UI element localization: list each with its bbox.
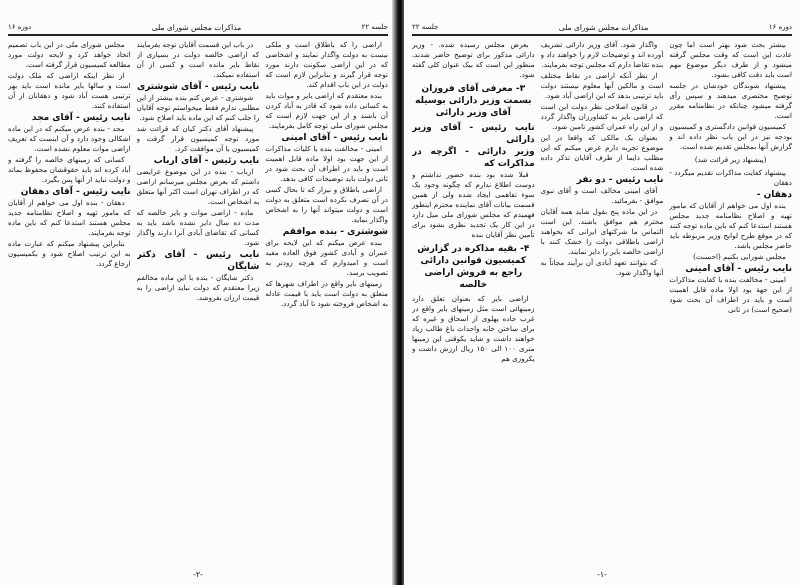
- speaker-line: نایب رئیس - آقای وزیر دارائی: [411, 123, 535, 145]
- text-column: [265, 40, 388, 563]
- page-header: [8, 20, 388, 34]
- paragraph: زمینهای بایر واقع در اطراف شهرها که متعلق به دولت است باید با قیمت عادله به اشخاص فروخته شود تا آباد گردد.: [265, 279, 388, 308]
- paragraph: پیشنهاد شوندگان خودشان در جلسه توضیح مختصری میدهند و سپس رأی گرفته میشود چنانکه در نظامنامه مقرر است.: [669, 81, 792, 120]
- page-number: -۱-: [597, 570, 607, 579]
- speaker-line: نایب رئیس - آقای دهقان: [20, 187, 131, 197]
- paragraph: مجلس شورای ملی در این باب تصمیم اتخاذ خواهد کرد و لایحه دولت مورد مطالعه کمیسیون قرار گرفته است.: [7, 40, 131, 69]
- paragraph: از نظر اینکه اراضی که ملک دولت است و سالها بایر مانده است باید بهر ترتیبی هست آباد شود و دهقانان از آن استفاده کنند.: [7, 71, 131, 110]
- paragraph: در قانون اصلاحی نظر دولت این است که اراضی بایر به کشاورزان واگذار گردد و از این راه عمران کشور تامین شود.: [540, 102, 664, 131]
- speaker-line: شوشتری - بنده موافقم: [282, 227, 388, 237]
- speaker-line: نایب رئیس - آقای دکتر شایگان: [136, 250, 260, 272]
- page-header: [412, 20, 792, 34]
- paragraph: بنده اول می خواهم از آقایان که مامور تهیه و اصلاح نظامنامه جدید مجلس هستند استدعا کنم که باین ماده توجه کنند که در موقع طرح لوایح وزیر مربوطه باید حاضر مجلس باشد.: [669, 201, 792, 250]
- paragraph: دکتر شایگان - بنده با این ماده مخالفم زیرا معتقدم که دولت نباید اراضی را به قیمت ارزان بفروشد.: [136, 273, 260, 302]
- header-rule: [412, 34, 792, 36]
- paragraph: اراضی باطلاق و نیزار که تا بحال کسی در آن تصرف نکرده است متعلق به دولت است و دولت میتواند آنها را به اشخاص واگذار نماید.: [265, 185, 388, 224]
- paragraph: در باب این قسمت آقایان توجه بفرمایند که اراضی خالصه دولت در بسیاری از نقاط بایر مانده است و کسی از آن استفاده نمیکند.: [136, 40, 260, 79]
- text-columns: [412, 40, 792, 563]
- text-columns: [8, 40, 388, 563]
- term-number: دوره ۱۶: [8, 23, 32, 31]
- section-heading: ۴- بقیه مذاکره در گزارش کمیسیون قوانین دارائی راجع به فروش اراضی خالصه: [417, 244, 530, 290]
- paragraph: دهقان - بنده اول می خواهم از آقایان که مامور تهیه و اصلاح نظامنامه جدید مجلس هستند استدعا کنم که باین ماده توجه بفرمایند.: [7, 198, 131, 237]
- speaker-line: نایب رئیس - آقای ارباب: [153, 156, 260, 166]
- speaker-line: دهقان -: [756, 190, 792, 200]
- publication-title: مذاکرات مجلس شورای ملی: [558, 22, 649, 32]
- paragraph: اراضی بایر که بعنوان تعلق دارد زمینهائی است مثل زمینهای بایر واقع در غرب جاده پهلوی از اسحاق و غیره که برای ساختن خانه واحداث باغ طالب زیاد خواهند داشت و شاید یکوقتی این زمینها متری ۱۰۰ الی ۱۵۰ ریال ارزش داشت و یکروزی هم: [411, 294, 535, 363]
- paragraph: از نظر آنکه اراضی در نقاط مختلف است و مالکین آنها معلوم نیستند دولت باید ترتیبی بدهد که این اراضی آباد شود.: [540, 71, 664, 100]
- text-column: [669, 40, 792, 563]
- text-column: [541, 40, 664, 563]
- editorial-note: (پیشنهاد زیر قرائت شد): [694, 155, 767, 164]
- paragraph: مجد - بنده عرض میکنم که در این ماده اشکالی وجود دارد و آن اینست که تعریف اراضی موات معلوم نشده است.: [7, 124, 131, 153]
- left-page: [0, 0, 396, 585]
- page-number: -۲-: [193, 570, 203, 579]
- speaker-line: وزیر دارائی - اگرچه در مذاکرات که: [411, 147, 535, 169]
- paragraph: پیشنهاد آقای دکتر کیان که قرائت شد مورد توجه کمیسیون قرار گرفت و کمیسیون با آن موافقت کرد.: [136, 124, 260, 153]
- speaker-line: نایب رئیس - آقای شوشتری: [136, 82, 260, 92]
- paragraph: بنده عرض میکنم که این لایحه برای عمران و آبادی کشور فوق العاده مفید است و امیدوارم که هرچه زودتر به تصویب برسد.: [265, 238, 388, 277]
- speaker-line: نایب رئیس - آقای مجد: [31, 113, 131, 123]
- session-number: جلسه ۲۲: [412, 23, 439, 31]
- session-number: جلسه ۲۲: [361, 23, 388, 31]
- paragraph: بنابراین پیشنهاد میکنم که عبارت ماده به این ترتیب اصلاح شود و بکمیسیون ارجاع گردد.: [7, 239, 131, 268]
- paragraph: قبلا شده بود بنده حضور نداشتم و دوست اطلاع ندارم که چگونه وجود یک سوء تفاهمی ایجاد شده ولی از همین قسمت بیانات آقای نماینده محترم اینطور فهمیدم که مجلس شورای ملی میل دارد در این کار یک تجدید نظری بشود برای تأمین نظر آقایان بنده: [411, 170, 535, 239]
- header-rule: [8, 34, 388, 36]
- paragraph: ارباب - بنده در این موضوع عرایضی داشتم که بعرض مجلس میرسانم اراضی که در اطراف تهران است اکثر آنها متعلق به اشخاص است.: [136, 167, 260, 206]
- paragraph: پیشنهاد کفایت مذاکرات تقدیم میگردد - دهقان: [669, 168, 792, 187]
- paragraph: امینی - مخالفت بنده با کلیات مذاکرات از این جهت بود اولا ماده قابل اهمیت است و باید در اطراف آن بحث شود در ثانی دولت باید توضیحات کافی بدهد.: [265, 144, 388, 183]
- paragraph: در این ماده پنج بقول شاید همه آقایان محترم هم موافق باشند. این است التماس ما شرکتهای ایرانی که بخواهند اراضی باطلاقی دولت را خشک کنند با اراضی خالصه بایر را دایر نمایند.: [540, 207, 664, 256]
- paragraph: بعنوان یک مالکی که واقعا در این موضوع تجربه دارم عرض میکنم که این مطلب دایما از طرف آقایان تذکر داده شده است.: [540, 133, 664, 172]
- right-page: [404, 0, 800, 585]
- paragraph: بعرض مجلس رسیده شده. - وزیر دارائی مذکور برای توضیح حاضر شدند. منظور این است که بیک عنوان کلی گفته شود.: [411, 40, 535, 79]
- speaker-line: نایب رئیس - آقای امینی: [281, 133, 388, 143]
- paragraph: واگذار شود. آقای وزیر دارائی تشریف آورده اند و توضیحات لازم را خواهند داد و بنده تقاضا دارم که مجلس توجه بفرمایند.: [540, 40, 664, 69]
- paragraph: بنده معتقدم که اراضی بایر و موات باید به کسانی داده شود که قادر به آباد کردن آن باشند و از این جهت لازم است که مجلس شورای ملی توجه کامل بفرمایند.: [265, 91, 388, 130]
- publication-title: مذاکرات مجلس شورای ملی: [151, 22, 242, 32]
- paragraph: کسانی که زمینهای خالصه را گرفته و آباد کرده اند باید حقوقشان محفوظ بماند و دولت نباید از آنها پس بگیرد.: [7, 155, 131, 184]
- paragraph: کمیسیون قوانین دادگستری و کمیسیون بودجه نیز در این باب نظر داده اند و گزارش آنها بمجلس تقدیم شده است.: [669, 122, 792, 151]
- paragraph: امینی - مخالفت بنده با کفایت مذاکرات از این جهة بود اولا ماده قابل اهمیت است و باید در اطراف آن بحث شود (صحیح است) در ثانی: [669, 275, 792, 314]
- text-column: [137, 40, 260, 563]
- paragraph: شوشتری - عرض کنم بنده بیشتر از این مطلبی ندارم فقط میخواستم توجه آقایان را جلب کنم که این ماده باید اصلاح شود.: [136, 93, 260, 122]
- paragraph: اراضی را که باطلاق است و ملکی نیست به دولت واگذار نمایند و اشخاصی که در این اراضی سکونت دارند مورد توجه قرار گیرند و بنابراین لازم است که دولت در این باب اقدام کند.: [265, 40, 388, 89]
- paragraph: مجلس شورایی بکنیم (احسنت): [693, 252, 786, 261]
- term-number: دوره ۱۶: [768, 23, 792, 31]
- paragraph: که بتوانند تعهد آبادی آن برآیند مجاناً به آنها واگذار شود.: [540, 258, 664, 277]
- speaker-line: نایب رئیس - آقای امینی: [685, 264, 792, 274]
- paragraph: ماده - اراضی موات و بایر خالصه که مدت ده سال دایر نشده باشد باید به کسانی که تقاضای آبادی آنرا دارند واگذار شود.: [136, 208, 260, 247]
- section-heading: ۳- معرفی آقای فروزان بسمت وزیر دارائی بوسیله آقای وزیر دارائی: [415, 84, 532, 118]
- text-column: [8, 40, 131, 563]
- paragraph: بیشتر بحث شود بهتر است اما چون عادت این است که وقت مجلس گرفته میشود و از طرف دیگر موضوع مهم است باید دقت کافی بشود.: [669, 40, 792, 79]
- text-column: [412, 40, 535, 563]
- speaker-line: نایب رئیس - دو نفر: [576, 175, 664, 185]
- paragraph: آقای امینی مخالف است و آقای نبوی موافق - بفرمائید.: [540, 186, 664, 205]
